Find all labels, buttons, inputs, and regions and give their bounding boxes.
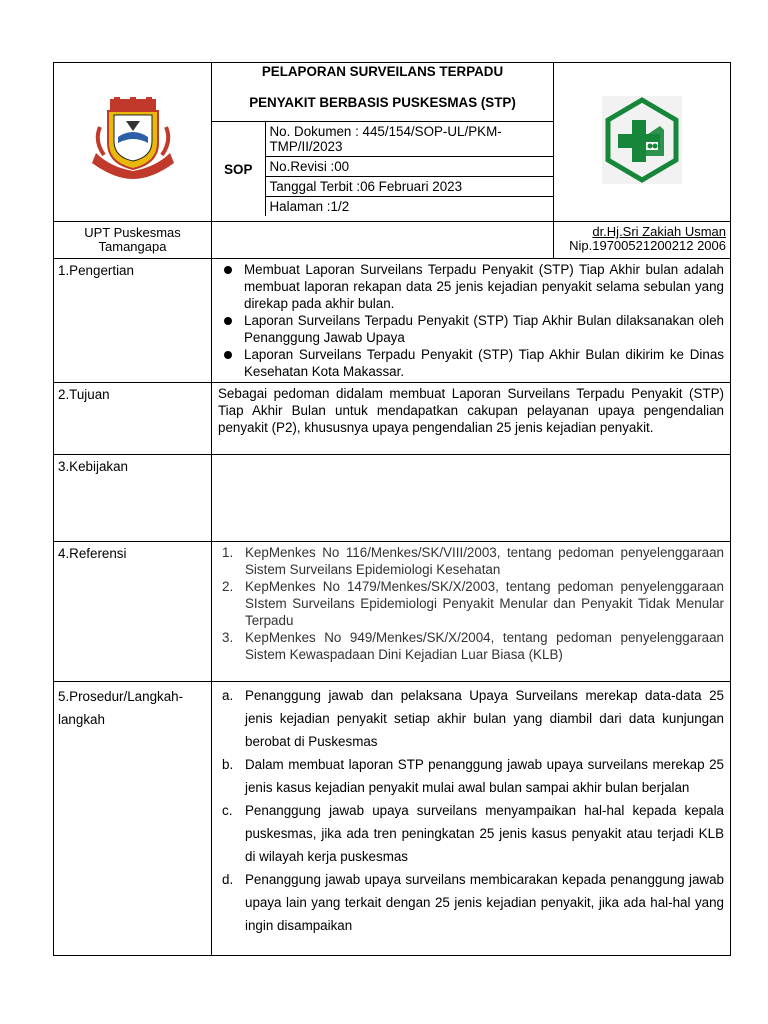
upt-name <box>54 222 212 259</box>
upt-line-1: UPT Puskesmas <box>84 225 181 240</box>
prosedur-item-marker: c. <box>222 803 233 818</box>
kebijakan-label: 3.Kebijakan <box>54 455 212 542</box>
signer-name: dr.Hj.Sri Zakiah Usman <box>592 224 726 239</box>
sop-table <box>53 62 731 956</box>
title-line-2: PENYAKIT BERBASIS PUSKESMAS (STP) <box>249 95 516 110</box>
referensi-item <box>218 629 724 663</box>
pengertian-item <box>218 312 724 346</box>
sop-label: SOP <box>212 122 265 217</box>
puskesmas-logo <box>602 96 682 184</box>
referensi-item-marker: 1. <box>222 545 234 560</box>
pengertian-item-text: Laporan Surveilans Terpadu Penyakit (STP) Tiap Akhir Bulan dilaksanakan oleh Penanggung Jawab Upaya <box>244 313 724 345</box>
sop-document <box>53 62 730 956</box>
prosedur-label <box>54 682 212 956</box>
upt-line-2: Tamangapa <box>98 239 167 254</box>
referensi-item-text: KepMenkes No 116/Menkes/SK/VIII/2003, tentang pedoman penyelenggaraan Sistem Surveilans Epidemiologi Kesehatan <box>245 545 724 577</box>
pengertian-list <box>218 261 724 380</box>
referensi-item-marker: 3. <box>222 630 234 645</box>
prosedur-content <box>212 682 731 956</box>
prosedur-item <box>218 684 724 753</box>
prosedur-item-marker: d. <box>222 872 234 887</box>
prosedur-label-line-2: langkah <box>58 712 105 727</box>
referensi-list <box>218 544 724 663</box>
signature-space <box>212 222 554 259</box>
prosedur-list <box>218 684 724 937</box>
prosedur-item-marker: a. <box>222 688 234 703</box>
prosedur-item <box>218 753 724 799</box>
pengertian-item <box>218 346 724 380</box>
bullet-icon <box>224 351 232 359</box>
pengertian-item-text: Laporan Surveilans Terpadu Penyakit (STP) Tiap Akhir Bulan dikirim ke Dinas Kesehatan Kota Makassar. <box>244 347 724 379</box>
prosedur-item-text: Penanggung jawab upaya surveilans menyampaikan hal-hal kepada kepala puskesmas, jika ada tren peningkatan 25 jenis kasus penyakit atau terjadi KLB di wilayah kerja puskesmas <box>245 803 724 864</box>
prosedur-item-marker: b. <box>222 757 234 772</box>
prosedur-item <box>218 868 724 937</box>
referensi-item <box>218 544 724 578</box>
tujuan-label: 2.Tujuan <box>54 383 212 455</box>
header-center <box>212 63 554 222</box>
prosedur-item-text: Penanggung jawab dan pelaksana Upaya Surveilans merekap data-data 25 jenis kejadian penyakit setiap akhir bulan yang diambil dari data kunjungan berobat di Puskesmas <box>245 688 724 749</box>
halaman: Halaman :1/2 <box>269 199 350 214</box>
tujuan-content: Sebagai pedoman didalam membuat Laporan Surveilans Terpadu Penyakit (STP) Tiap Akhir Bulan untuk mendapatkan cakupan pelayanan upaya pengendalian penyakit (P2), khususnya upaya pengendalian 25 jenis kejadian penyakit. <box>212 383 731 455</box>
document-meta <box>212 121 553 216</box>
referensi-content <box>212 542 731 682</box>
pengertian-content <box>212 259 731 383</box>
bullet-icon <box>224 317 232 325</box>
pengertian-item-text: Membuat Laporan Surveilans Terpadu Penyakit (STP) Tiap Akhir bulan adalah membuat laporan rekapan data 25 jenis kejadian penyakit selama sebulan yang direkap pada akhir bulan. <box>244 262 724 311</box>
pengertian-label: 1.Pengertian <box>54 259 212 383</box>
prosedur-item <box>218 799 724 868</box>
pengertian-item <box>218 261 724 312</box>
referensi-item <box>218 578 724 629</box>
signer-nip: Nip.19700521200212 2006 <box>569 238 726 253</box>
no-revisi: No.Revisi :00 <box>266 157 554 177</box>
referensi-label: 4.Referensi <box>54 542 212 682</box>
kebijakan-content <box>212 455 731 542</box>
puskesmas-logo-cell <box>554 63 731 222</box>
tanggal-terbit: Tanggal Terbit :06 Februari 2023 <box>266 177 554 197</box>
title-line-1: PELAPORAN SURVEILANS TERPADU <box>261 64 504 79</box>
referensi-item-text: KepMenkes No 949/Menkes/SK/X/2004, tentang pedoman penyelenggaraan Sistem Kewaspadaan Dini Kejadian Luar Biasa (KLB) <box>245 630 724 662</box>
no-dokumen: No. Dokumen : 445/154/SOP-UL/PKM-TMP/II/2023 <box>266 122 554 157</box>
prosedur-item-text: Penanggung jawab upaya surveilans membicarakan kepada penanggung jawab upaya lain yang terkait dengan 25 jenis kejadian penyakit, jika ada hal-hal yang ingin disampaikan <box>245 872 724 933</box>
referensi-item-text: KepMenkes No 1479/Menkes/SK/X/2003, tentang pedoman penyelenggaraan SIstem Surveilans Epidemiologi Penyakit Menular dan Penyakit Tidak Menular Terpadu <box>245 579 724 628</box>
makassar-city-emblem <box>90 97 176 183</box>
prosedur-label-line-1: 5.Prosedur/Langkah- <box>58 689 184 704</box>
referensi-item-marker: 2. <box>222 579 234 594</box>
bullet-icon <box>224 266 232 274</box>
signer <box>554 222 731 259</box>
document-title <box>212 63 553 121</box>
city-logo-cell <box>54 63 212 222</box>
prosedur-item-text: Dalam membuat laporan STP penanggung jawab upaya surveilans merekap 25 jenis kasus kejadian penyakit mulai awal bulan sampai akhir bulan berjalan <box>245 757 724 795</box>
